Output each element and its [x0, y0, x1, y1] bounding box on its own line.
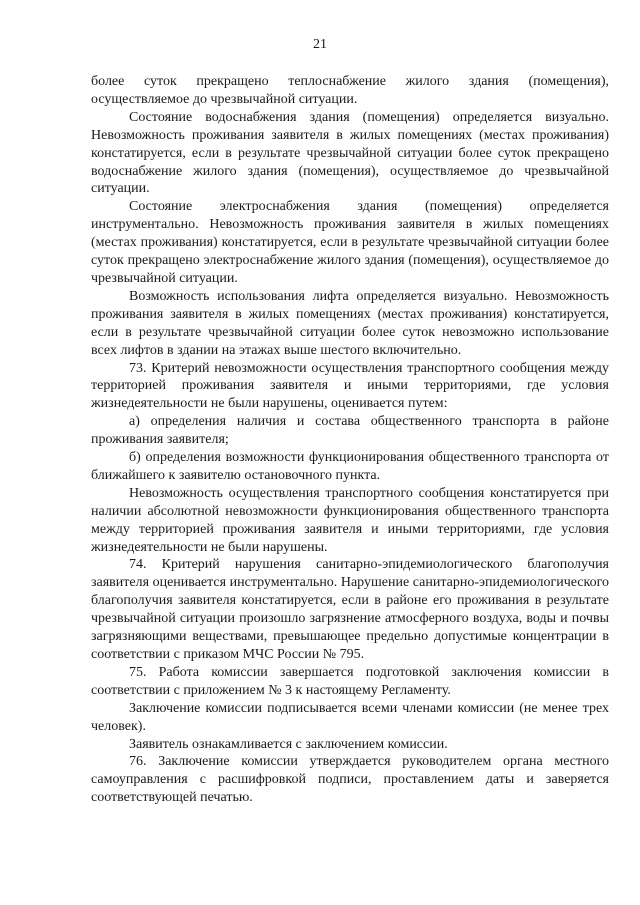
paragraph: б) определения возможности функционирования общественного транспорта от ближайшего к заявителю остановочного пункта. [91, 450, 609, 483]
paragraph: Состояние электроснабжения здания (помещения) определяется инструментально. Невозможность проживания заявителя в жилых помещениях (местах проживания) констатируется, если в результате чрезвычайной ситуации более суток прекращено электроснабжение жилого здания (помещения), осуществляемое до чрезвычайной ситуации. [91, 199, 609, 286]
page-number: 21 [313, 37, 327, 52]
paragraph: Заключение комиссии подписывается всеми членами комиссии (не менее трех человек). [91, 700, 609, 734]
paragraph: 76. Заключение комиссии утверждается руководителем органа местного самоуправления с расшифровкой подписи, проставлением даты и заверяется соответствующей печатью. [91, 754, 609, 806]
paragraph: Возможность использования лифта определяется визуально. Невозможность проживания заявителя в жилых помещениях (местах проживания) констатируется, если в результате чрезвычайной ситуации более суток невозможно использование всех лифтов в здании на этажах выше шестого включительно. [91, 288, 609, 358]
paragraph: а) определения наличия и состава общественного транспорта в районе проживания заявителя; [91, 414, 609, 448]
body-text [91, 73, 609, 807]
paragraph: 73. Критерий невозможности осуществления транспортного сообщения между территорией проживания заявителя и иными территориями, где условия жизнедеятельности не были нарушены, оценивается путем: [91, 360, 609, 412]
paragraph: 75. Работа комиссии завершается подготовкой заключения комиссии в соответствии с приложением № 3 к настоящему Регламенту. [91, 664, 609, 698]
paragraph: Невозможность осуществления транспортного сообщения констатируется при наличии абсолютной невозможности функционирования общественного транспорта между территорией проживания заявителя и иными территориями, где условия жизнедеятельности не были нарушены. [91, 485, 609, 555]
paragraph: 74. Критерий нарушения санитарно-эпидемиологического благополучия заявителя оценивается инструментально. Нарушение санитарно-эпидемиологического благополучия заявителя констатируется, если в районе его проживания в результате чрезвычайной ситуации произошло загрязнение атмосферного воздуха, воды и почвы загрязняющими веществами, превышающее предельно допустимые концентрации в соответствии с приказом МЧС России № 795. [91, 557, 609, 662]
paragraph: Заявитель ознакамливается с заключением комиссии. [129, 736, 448, 752]
paragraph: Состояние водоснабжения здания (помещения) определяется визуально. Невозможность проживания заявителя в жилых помещениях (местах проживания) констатируется, если в результате чрезвычайной ситуации более суток прекращено водоснабжение жилого здания (помещения), осуществляемое до чрезвычайной ситуации. [91, 109, 609, 197]
paragraph: более суток прекращено теплоснабжение жилого здания (помещения), осуществляемое до чрезвычайной ситуации. [91, 74, 609, 107]
